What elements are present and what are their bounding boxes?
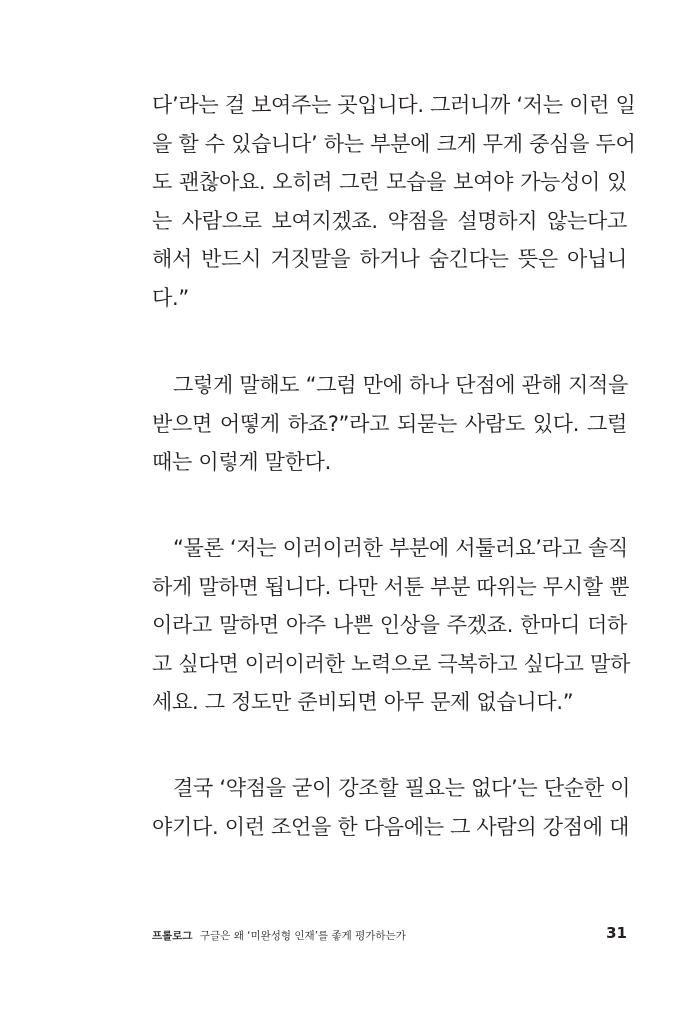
text-line: 하게 말하면 됩니다. 다만 서툰 부분 따위는 무시할 뿐 [152, 574, 630, 599]
text-line: 해서 반드시 거짓말을 하거나 숨긴다는 뜻은 아닙니 [152, 247, 627, 272]
text-line: 다.” [152, 285, 189, 310]
paragraph-3 [152, 529, 630, 722]
paragraph-1 [152, 86, 636, 318]
running-head-section: 프롤로그 [152, 930, 193, 942]
text-line: 그렇게 말해도 “그럼 만에 하나 단점에 관해 지적을 [173, 373, 628, 397]
paragraph-4 [152, 769, 631, 846]
text-line: 결국 ‘약점을 굳이 강조할 필요는 없다’는 단순한 이 [173, 776, 631, 800]
text-line: “물론 ‘저는 이러이러한 부분에 서툴러요’라고 솔직 [173, 536, 628, 560]
text-line: 세요. 그 정도만 준비되면 아무 문제 없습니다.” [152, 690, 574, 715]
text-line: 이라고 말하면 아주 나쁜 인상을 주겠죠. 한마디 더하 [152, 613, 627, 638]
running-head-chapter-title: 구글은 왜 ‘미완성형 인재’를 좋게 평가하는가 [199, 930, 406, 942]
paragraph-2 [152, 366, 627, 482]
running-head [152, 928, 406, 943]
text-line: 때는 이렇게 말한다. [152, 450, 332, 475]
page-footer [152, 924, 627, 948]
text-line: 받으면 어떻게 하죠?”라고 되묻는 사람도 있다. 그럴 [152, 411, 627, 436]
text-line: 고 싶다면 이러이러한 노력으로 극복하고 싶다고 말하 [152, 651, 630, 676]
text-line: 을 할 수 있습니다’ 하는 부분에 크게 무게 중심을 두어 [152, 131, 636, 156]
text-line: 다’라는 걸 보여주는 곳입니다. 그러니까 ‘저는 이런 일 [152, 93, 636, 117]
text-line: 도 괜찮아요. 오히려 그런 모습을 보여야 가능성이 있 [152, 170, 627, 195]
text-line: 는 사람으로 보여지겠죠. 약점을 설명하지 않는다고 [152, 208, 627, 233]
page-number: 31 [606, 924, 627, 942]
text-line: 야기다. 이런 조언을 한 다음에는 그 사람의 강점에 대 [152, 814, 630, 839]
